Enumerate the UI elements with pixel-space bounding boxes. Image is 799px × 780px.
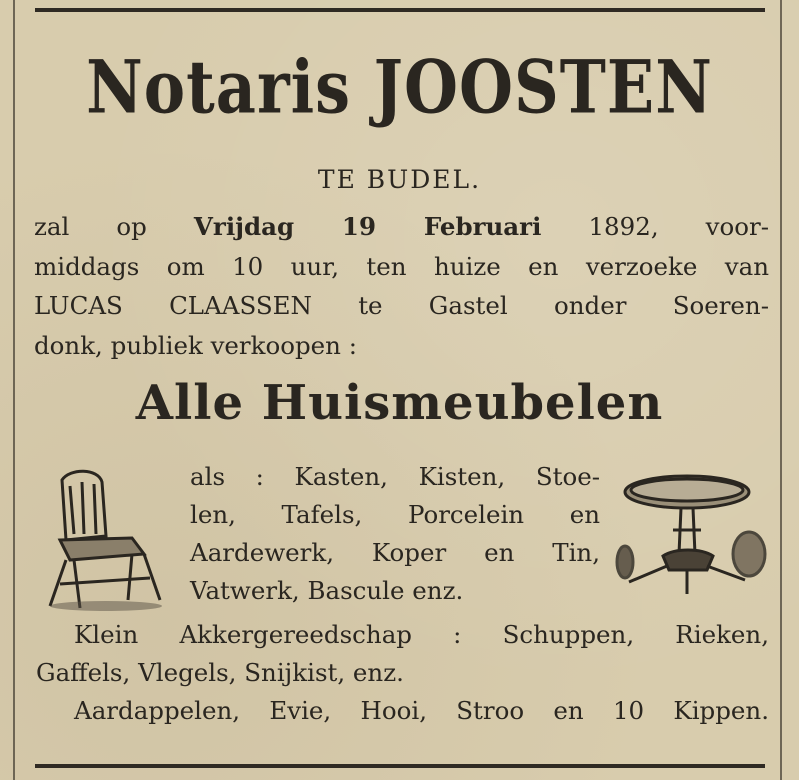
item-line-1: als : Kasten, Kisten, Stoe- xyxy=(190,462,600,491)
sale-date-post: 1892, voor- xyxy=(588,212,769,241)
item-line-2: len, Tafels, Porcelein en xyxy=(190,500,600,529)
sale-intro-line: donk, publiek verkoopen : xyxy=(34,331,357,360)
seller-line: LUCAS CLAASSEN te Gastel onder Soeren- xyxy=(34,291,769,320)
tools-line-continued: Gaffels, Vlegels, Snijkist, enz. xyxy=(36,658,404,687)
ad-title: Notaris JOOSTEN xyxy=(86,44,713,131)
item-line-4: Vatwerk, Bascule enz. xyxy=(190,576,464,605)
sale-date-line xyxy=(34,212,769,241)
tools-line: Klein Akkergereedschap : Schuppen, Rieken, xyxy=(74,620,769,649)
bottom-border-rule xyxy=(35,764,765,768)
sale-date: Vrijdag 19 Februari xyxy=(193,212,542,241)
sale-date-pre: zal op xyxy=(34,212,147,241)
ad-headline: Alle Huismeubelen xyxy=(135,375,664,431)
ad-subtitle: TE BUDEL. xyxy=(317,165,482,194)
top-border-rule xyxy=(35,8,765,12)
sale-time-line: middags om 10 uur, ten huize en verzoeke van xyxy=(34,252,769,281)
item-line-3: Aardewerk, Koper en Tin, xyxy=(190,538,600,567)
table-illustration-icon xyxy=(615,470,770,600)
produce-line: Aardappelen, Evie, Hooi, Stroo en 10 Kippen. xyxy=(74,696,769,725)
chair-illustration-icon xyxy=(40,468,170,613)
